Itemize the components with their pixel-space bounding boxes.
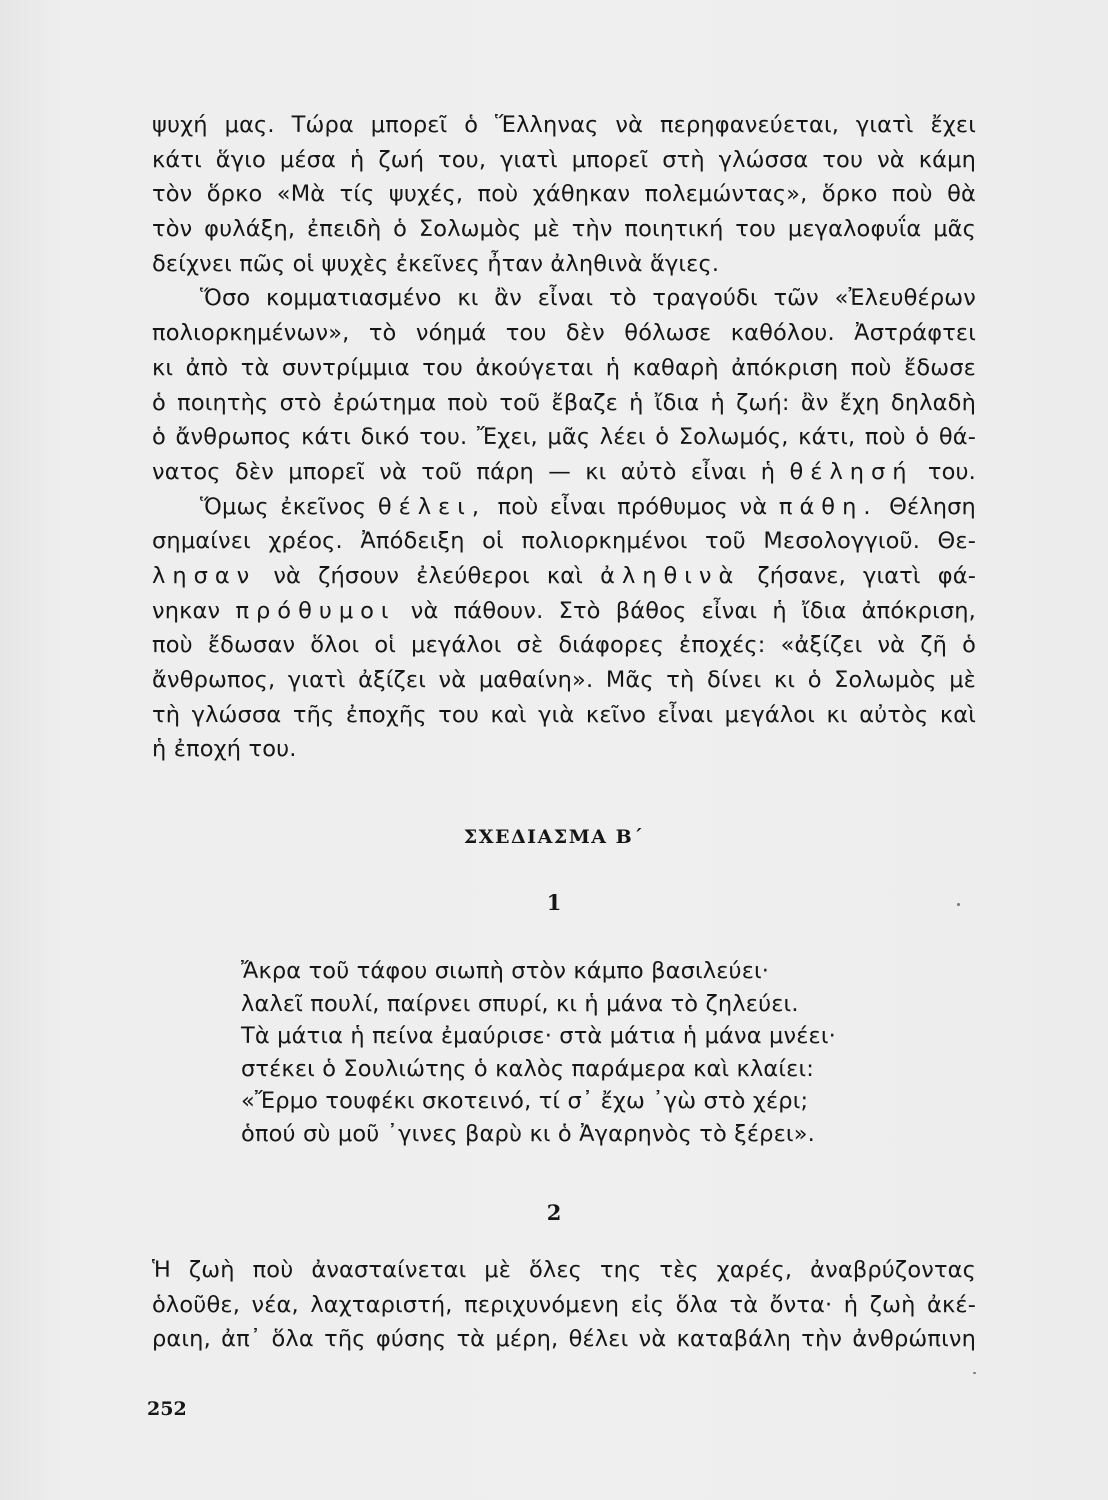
section-title: ΣΧΕΔΙΑΣΜΑ Β΄ xyxy=(463,826,645,848)
text-line: πολιορκημένων», τὸ νόημά του δὲν θόλωσε καθόλου. Ἀστράφτει xyxy=(152,320,976,347)
text-segment: Θέληση xyxy=(889,493,976,520)
text-line: δείχνει πῶς οἱ ψυχὲς ἐκεῖνες ἦταν ἀληθινὰ ἅγιες. xyxy=(152,250,720,277)
text-segment: νηκαν xyxy=(152,597,221,624)
section-number: 1 xyxy=(546,890,562,915)
bottom-text-block xyxy=(152,1253,976,1357)
text-line: ὁ ποιητὴς στὸ ἐρώτημα ποὺ τοῦ ἔβαζε ἡ ἴδια ἡ ζωή: ἂν ἔχη δηλαδὴ xyxy=(152,389,976,416)
text-line: ὁλοῦθε, νέα, λαχταριστή, περιχυνόμενη εἰς ὅλα τὰ ὄντα· ἡ ζωὴ ἀκέ- xyxy=(152,1291,976,1318)
poem-line: Τὰ μάτια ἡ πείνα ἐμαύρισε· στὰ μάτια ἡ μάνα μνέει· xyxy=(241,1023,836,1050)
text-line-with-emphasis xyxy=(152,490,976,525)
text-segment: ποὺ εἶναι πρόθυμος νὰ xyxy=(497,493,768,520)
poem-line: ὁπού σὺ μοῦ ᾽γινες βαρὺ κι ὁ Ἀγαρηνὸς τὸ ξέρει». xyxy=(241,1120,815,1147)
text-line: κάτι ἅγιο μέσα ἡ ζωή του, γιατὶ μπορεῖ στὴ γλώσσα του νὰ κάμη xyxy=(152,146,976,173)
text-line-with-emphasis xyxy=(152,594,976,629)
text-line: ὁ ἄνθρωπος κάτι δικό του. Ἔχει, μᾶς λέει ὁ Σολωμός, κάτι, ποὺ ὁ θά- xyxy=(152,424,976,451)
text-segment: Ὅμως ἐκεῖνος xyxy=(200,493,367,520)
text-line: τὸν φυλάξη, ἐπειδὴ ὁ Σολωμὸς μὲ τὴν ποιητική του μεγαλοφυΐα μᾶς xyxy=(152,216,976,243)
text-line: ραιη, ἀπ᾽ ὅλα τῆς φύσης τὰ μέρη, θέλει νὰ καταβάλη τὴν ἀνθρώπινη xyxy=(152,1326,976,1353)
poem xyxy=(241,955,941,1151)
text-line: Ὅσο κομματιασμένο κι ἂν εἶναι τὸ τραγούδι τῶν «Ἐλευθέρων xyxy=(200,285,976,312)
text-line: ἄνθρωπος, γιατὶ ἀξίζει νὰ μαθαίνη». Μᾶς τὴ δίνει κι ὁ Σολωμὸς μὲ xyxy=(152,667,976,693)
text-segment: νὰ πάθουν. Στὸ βάθος εἶναι ἡ ἴδια ἀπόκριση, xyxy=(410,597,976,624)
spaced-emphasis: πρόθυμοι xyxy=(235,597,396,624)
print-speck xyxy=(973,1372,976,1374)
poem-line: «Ἔρμο τουφέκι σκοτεινό, τί σ᾽ ἔχω ᾽γὼ στὸ χέρι; xyxy=(241,1088,809,1115)
text-line: σημαίνει χρέος. Ἀπόδειξη οἱ πολιορκημένοι τοῦ Μεσολογγιοῦ. Θε- xyxy=(152,528,976,555)
print-speck xyxy=(957,903,960,906)
spaced-emphasis: ἀληθινὰ xyxy=(600,562,741,589)
text-line: ποὺ ἔδωσαν ὅλοι οἱ μεγάλοι σὲ διάφορες ἐποχές: «ἀξίζει νὰ ζῆ ὁ xyxy=(152,632,976,659)
text-line: κι ἀπὸ τὰ συντρίμμια του ἀκούγεται ἡ καθαρὴ ἀπόκριση ποὺ ἔδωσε xyxy=(152,354,976,381)
spaced-emphasis: πάθη. xyxy=(778,493,878,520)
text-line: Ἡ ζωὴ ποὺ ἀνασταίνεται μὲ ὅλες της τὲς χαρές, ἀναβρύζοντας xyxy=(152,1257,976,1283)
text-segment: νατος δὲν μπορεῖ νὰ τοῦ πάρη — κι αὐτὸ εἶναι ἡ xyxy=(152,458,776,485)
spaced-emphasis: λησαν xyxy=(152,562,257,589)
text-segment: ζήσανε, γιατὶ φά- xyxy=(757,562,976,589)
spaced-emphasis: θέλησή xyxy=(789,458,914,485)
text-line: τὴ γλώσσα τῆς ἐποχῆς του καὶ γιὰ κεῖνο εἶναι μεγάλοι κι αὐτὸς καὶ xyxy=(152,701,976,728)
text-segment: του. xyxy=(927,458,976,485)
poem-line: Ἄκρα τοῦ τάφου σιωπὴ στὸν κάμπο βασιλεύει· xyxy=(241,958,770,984)
text-line-with-emphasis xyxy=(152,455,976,490)
section-number: 2 xyxy=(546,1200,562,1225)
text-segment: νὰ ζήσουν ἐλεύθεροι καὶ xyxy=(273,562,584,589)
text-line: τὸν ὅρκο «Μὰ τίς ψυχές, ποὺ χάθηκαν πολεμώντας», ὅρκο ποὺ θὰ xyxy=(152,181,976,208)
text-line: ψυχή μας. Τώρα μπορεῖ ὁ Ἕλληνας νὰ περηφανεύεται, γιατὶ ἔχει xyxy=(152,112,976,138)
page-number: 252 xyxy=(147,1398,187,1420)
top-text-block xyxy=(152,108,976,767)
poem-line: λαλεῖ πουλί, παίρνει σπυρί, κι ἡ μάνα τὸ ζηλεύει. xyxy=(241,990,799,1017)
spaced-emphasis: θέλει, xyxy=(377,493,486,520)
text-line: ἡ ἐποχή του. xyxy=(152,736,297,763)
text-line-with-emphasis xyxy=(152,559,976,594)
poem-line: στέκει ὁ Σουλιώτης ὁ καλὸς παράμερα καὶ κλαίει: xyxy=(241,1055,814,1082)
